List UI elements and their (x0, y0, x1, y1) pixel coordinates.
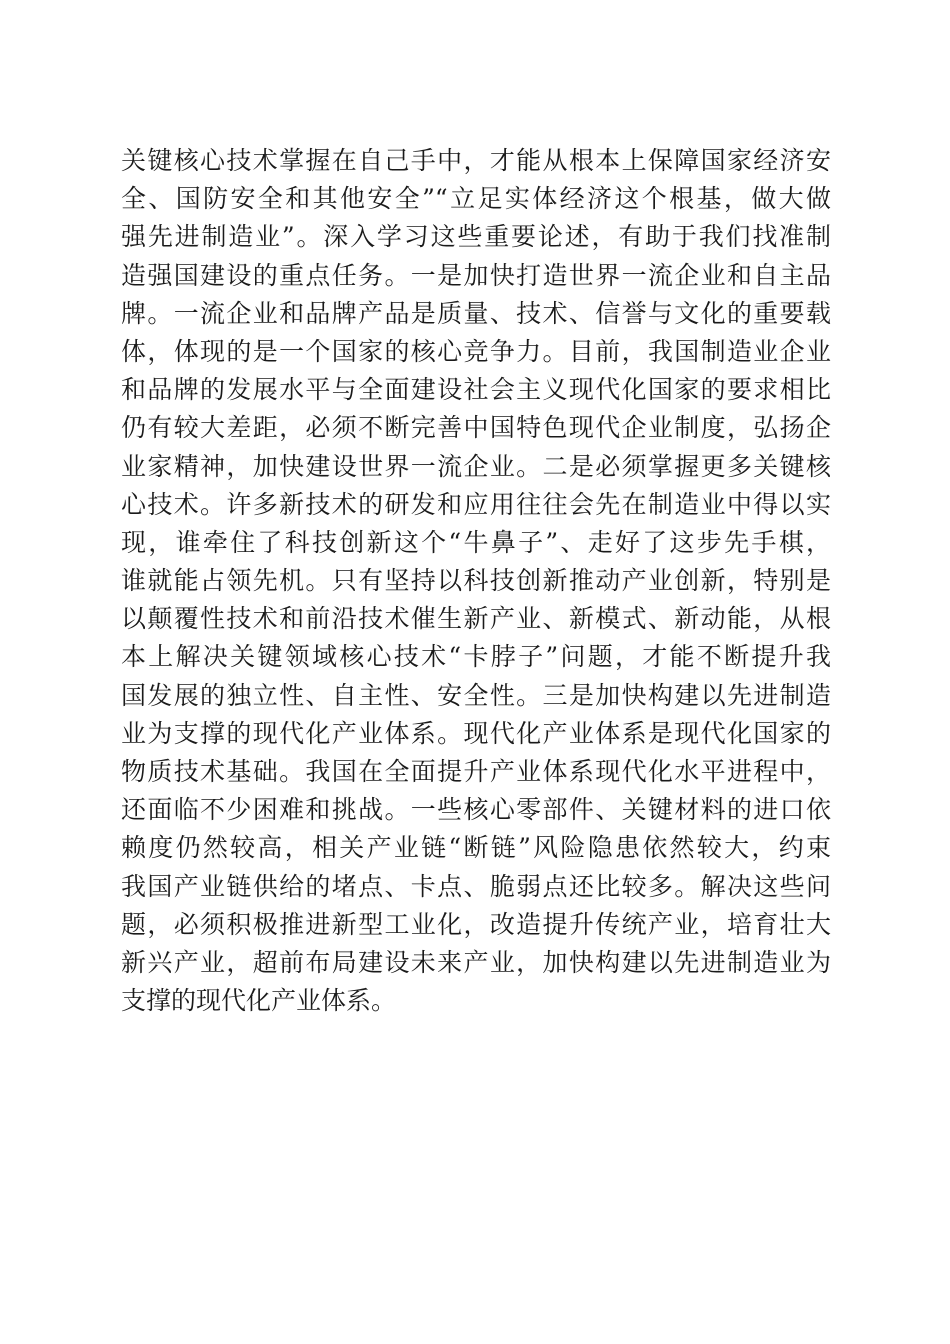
text-line: 还面临不少困难和挑战。一些核心零部件、关键材料的进口依 (121, 795, 831, 825)
text-line: 业为支撑的现代化产业体系。现代化产业体系是现代化国家的 (121, 718, 831, 748)
text-line: 新兴产业，超前布局建设未来产业，加快构建以先进制造业为 (121, 947, 831, 977)
text-line: 牌。一流企业和品牌产品是质量、技术、信誉与文化的重要载 (121, 298, 831, 328)
text-line: 业家精神，加快建设世界一流企业。二是必须掌握更多关键核 (121, 451, 831, 481)
text-line: 全、国防安全和其他安全”“立足实体经济这个根基，做大做 (121, 184, 831, 214)
text-line: 现，谁牵住了科技创新这个“牛鼻子”、走好了这步先手棋， (121, 527, 831, 557)
text-line: 我国产业链供给的堵点、卡点、脆弱点还比较多。解决这些问 (121, 871, 831, 901)
text-line: 体，体现的是一个国家的核心竞争力。目前，我国制造业企业 (121, 336, 831, 366)
text-line: 本上解决关键领域核心技术“卡脖子”问题，才能不断提升我 (121, 642, 831, 672)
text-line: 仍有较大差距，必须不断完善中国特色现代企业制度，弘扬企 (121, 413, 831, 443)
text-line: 以颠覆性技术和前沿技术催生新产业、新模式、新动能，从根 (121, 604, 831, 634)
text-line: 心技术。许多新技术的研发和应用往往会先在制造业中得以实 (121, 489, 831, 519)
text-line: 物质技术基础。我国在全面提升产业体系现代化水平进程中， (121, 757, 831, 786)
text-line: 谁就能占领先机。只有坚持以科技创新推动产业创新，特别是 (121, 566, 831, 596)
text-line-last: 支撑的现代化产业体系。 (121, 986, 397, 1016)
text-line: 国发展的独立性、自主性、安全性。三是加快构建以先进制造 (121, 680, 831, 710)
text-line: 赖度仍然较高，相关产业链“断链”风险隐患依然较大，约束 (121, 833, 831, 863)
text-line: 和品牌的发展水平与全面建设社会主义现代化国家的要求相比 (121, 375, 831, 405)
text-line: 强先进制造业”。深入学习这些重要论述，有助于我们找准制 (121, 222, 831, 252)
text-line: 题，必须积极推进新型工业化，改造提升传统产业，培育壮大 (121, 909, 831, 939)
text-line: 造强国建设的重点任务。一是加快打造世界一流企业和自主品 (121, 260, 831, 290)
text-line: 关键核心技术掌握在自己手中，才能从根本上保障国家经济安 (121, 146, 831, 175)
body-paragraph (121, 142, 831, 1020)
